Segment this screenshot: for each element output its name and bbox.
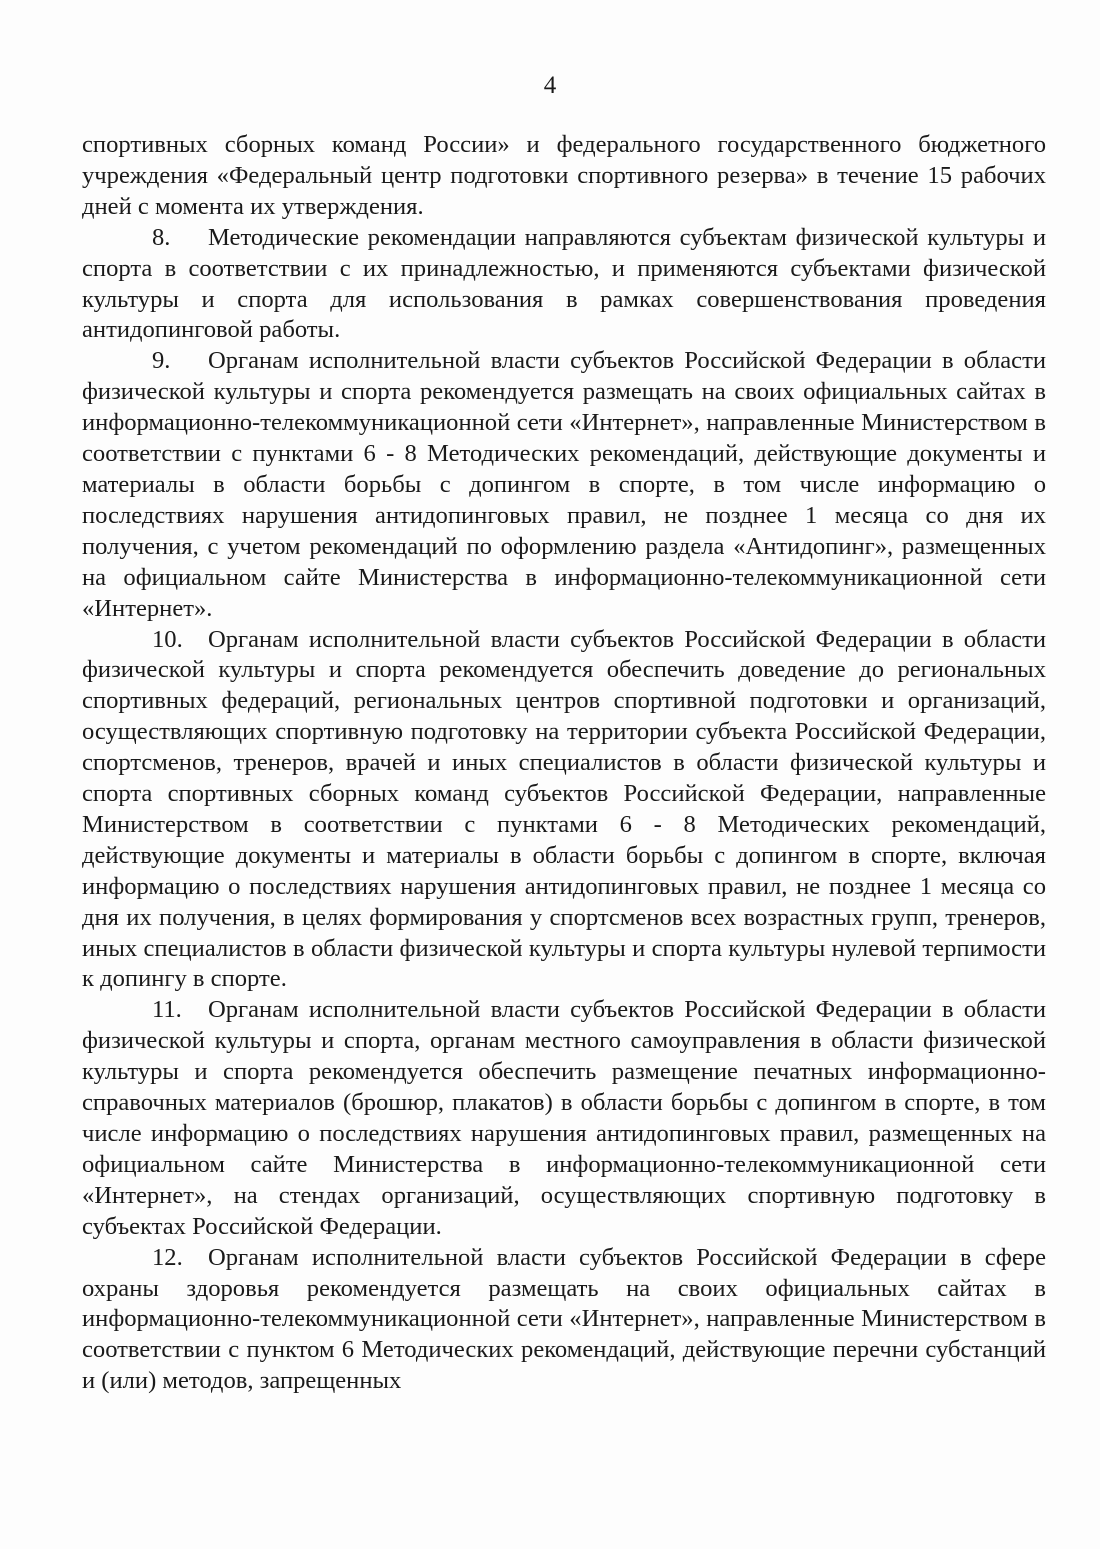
paragraph-10 (82, 625, 1046, 996)
paragraph-text: Методические рекомендации направляются субъектам физической культуры и спорта в соответствии с их принадлежностью, и применяются субъектами физической культуры и спорта для использования в рамках совершенствования проведения антидопинговой работы. (82, 223, 1046, 344)
paragraph-number: 12. (152, 1243, 183, 1271)
paragraph-number: 10. (152, 625, 183, 653)
paragraph-text: Органам исполнительной власти субъектов Российской Федерации в области физической культуры и спорта рекомендуется обеспечить доведение до региональных спортивных федераций, региональных центров спортивной подготовки и организаций, осуществляющих спортивную подготовку на территории субъекта Российской Федерации, спортсменов, тренеров, врачей и иных специалистов в области физической культуры и спорта спортивных сборных команд субъектов Российской Федерации, направленные Министерством в соответствии с пунктами 6 - 8 Методических рекомендаций, действующие документы и материалы в области борьбы с допингом в спорте, включая информацию о последствиях нарушения антидопинговых правил, не позднее 1 месяца со дня их получения, в целях формирования у спортсменов всех возрастных групп, тренеров, иных специалистов в области физической культуры и спорта культуры нулевой терпимости к допингу в спорте. (82, 625, 1046, 993)
paragraph-12 (82, 1243, 1046, 1398)
paragraph-number: 9. (152, 347, 171, 375)
page-number: 4 (543, 72, 557, 99)
paragraph-8 (82, 223, 1046, 347)
paragraph-text: спортивных сборных команд России» и федерального государственного бюджетного учреждения «Федеральный центр подготовки спортивного резерва» в течение 15 рабочих дней с момента их утверждения. (82, 131, 1046, 220)
paragraph-number: 8. (152, 223, 171, 251)
paragraph-text: Органам исполнительной власти субъектов Российской Федерации в сфере охраны здоровья рекомендуется размещать на своих официальных сайтах в информационно-телекоммуникационной сети «Интернет», направленные Министерством в соответствии с пунктом 6 Методических рекомендаций, действующие перечни субстанций и (или) методов, запрещенных (82, 1243, 1046, 1395)
paragraph-text: Органам исполнительной власти субъектов Российской Федерации в области физической культуры и спорта рекомендуется размещать на своих официальных сайтах в информационно-телекоммуникационной сети «Интернет», направленные Министерством в соответствии с пунктами 6 - 8 Методических рекомендаций, действующие документы и материалы в области борьбы с допингом в спорте, в том числе информацию о последствиях нарушения антидопинговых правил, не позднее 1 месяца со дня их получения, с учетом рекомендаций по оформлению раздела «Антидопинг», размещенных на официальном сайте Министерства в информационно-телекоммуникационной сети «Интернет». (82, 347, 1046, 622)
paragraph-continuation (82, 130, 1046, 223)
paragraph-text: Органам исполнительной власти субъектов Российской Федерации в области физической культуры и спорта, органам местного самоуправления в области физической культуры и спорта рекомендуется обеспечить размещение печатных информационно-справочных материалов (брошюр, плакатов) в области борьбы с допингом в спорте, в том числе информацию о последствиях нарушения антидопинговых правил, размещенных на официальном сайте Министерства в информационно-телекоммуникационной сети «Интернет», на стендах организаций, осуществляющих спортивную подготовку в субъектах Российской Федерации. (82, 996, 1046, 1240)
document-body (82, 130, 1046, 1397)
paragraph-number: 11. (152, 996, 182, 1024)
paragraph-9 (82, 346, 1046, 624)
paragraph-11 (82, 995, 1046, 1242)
